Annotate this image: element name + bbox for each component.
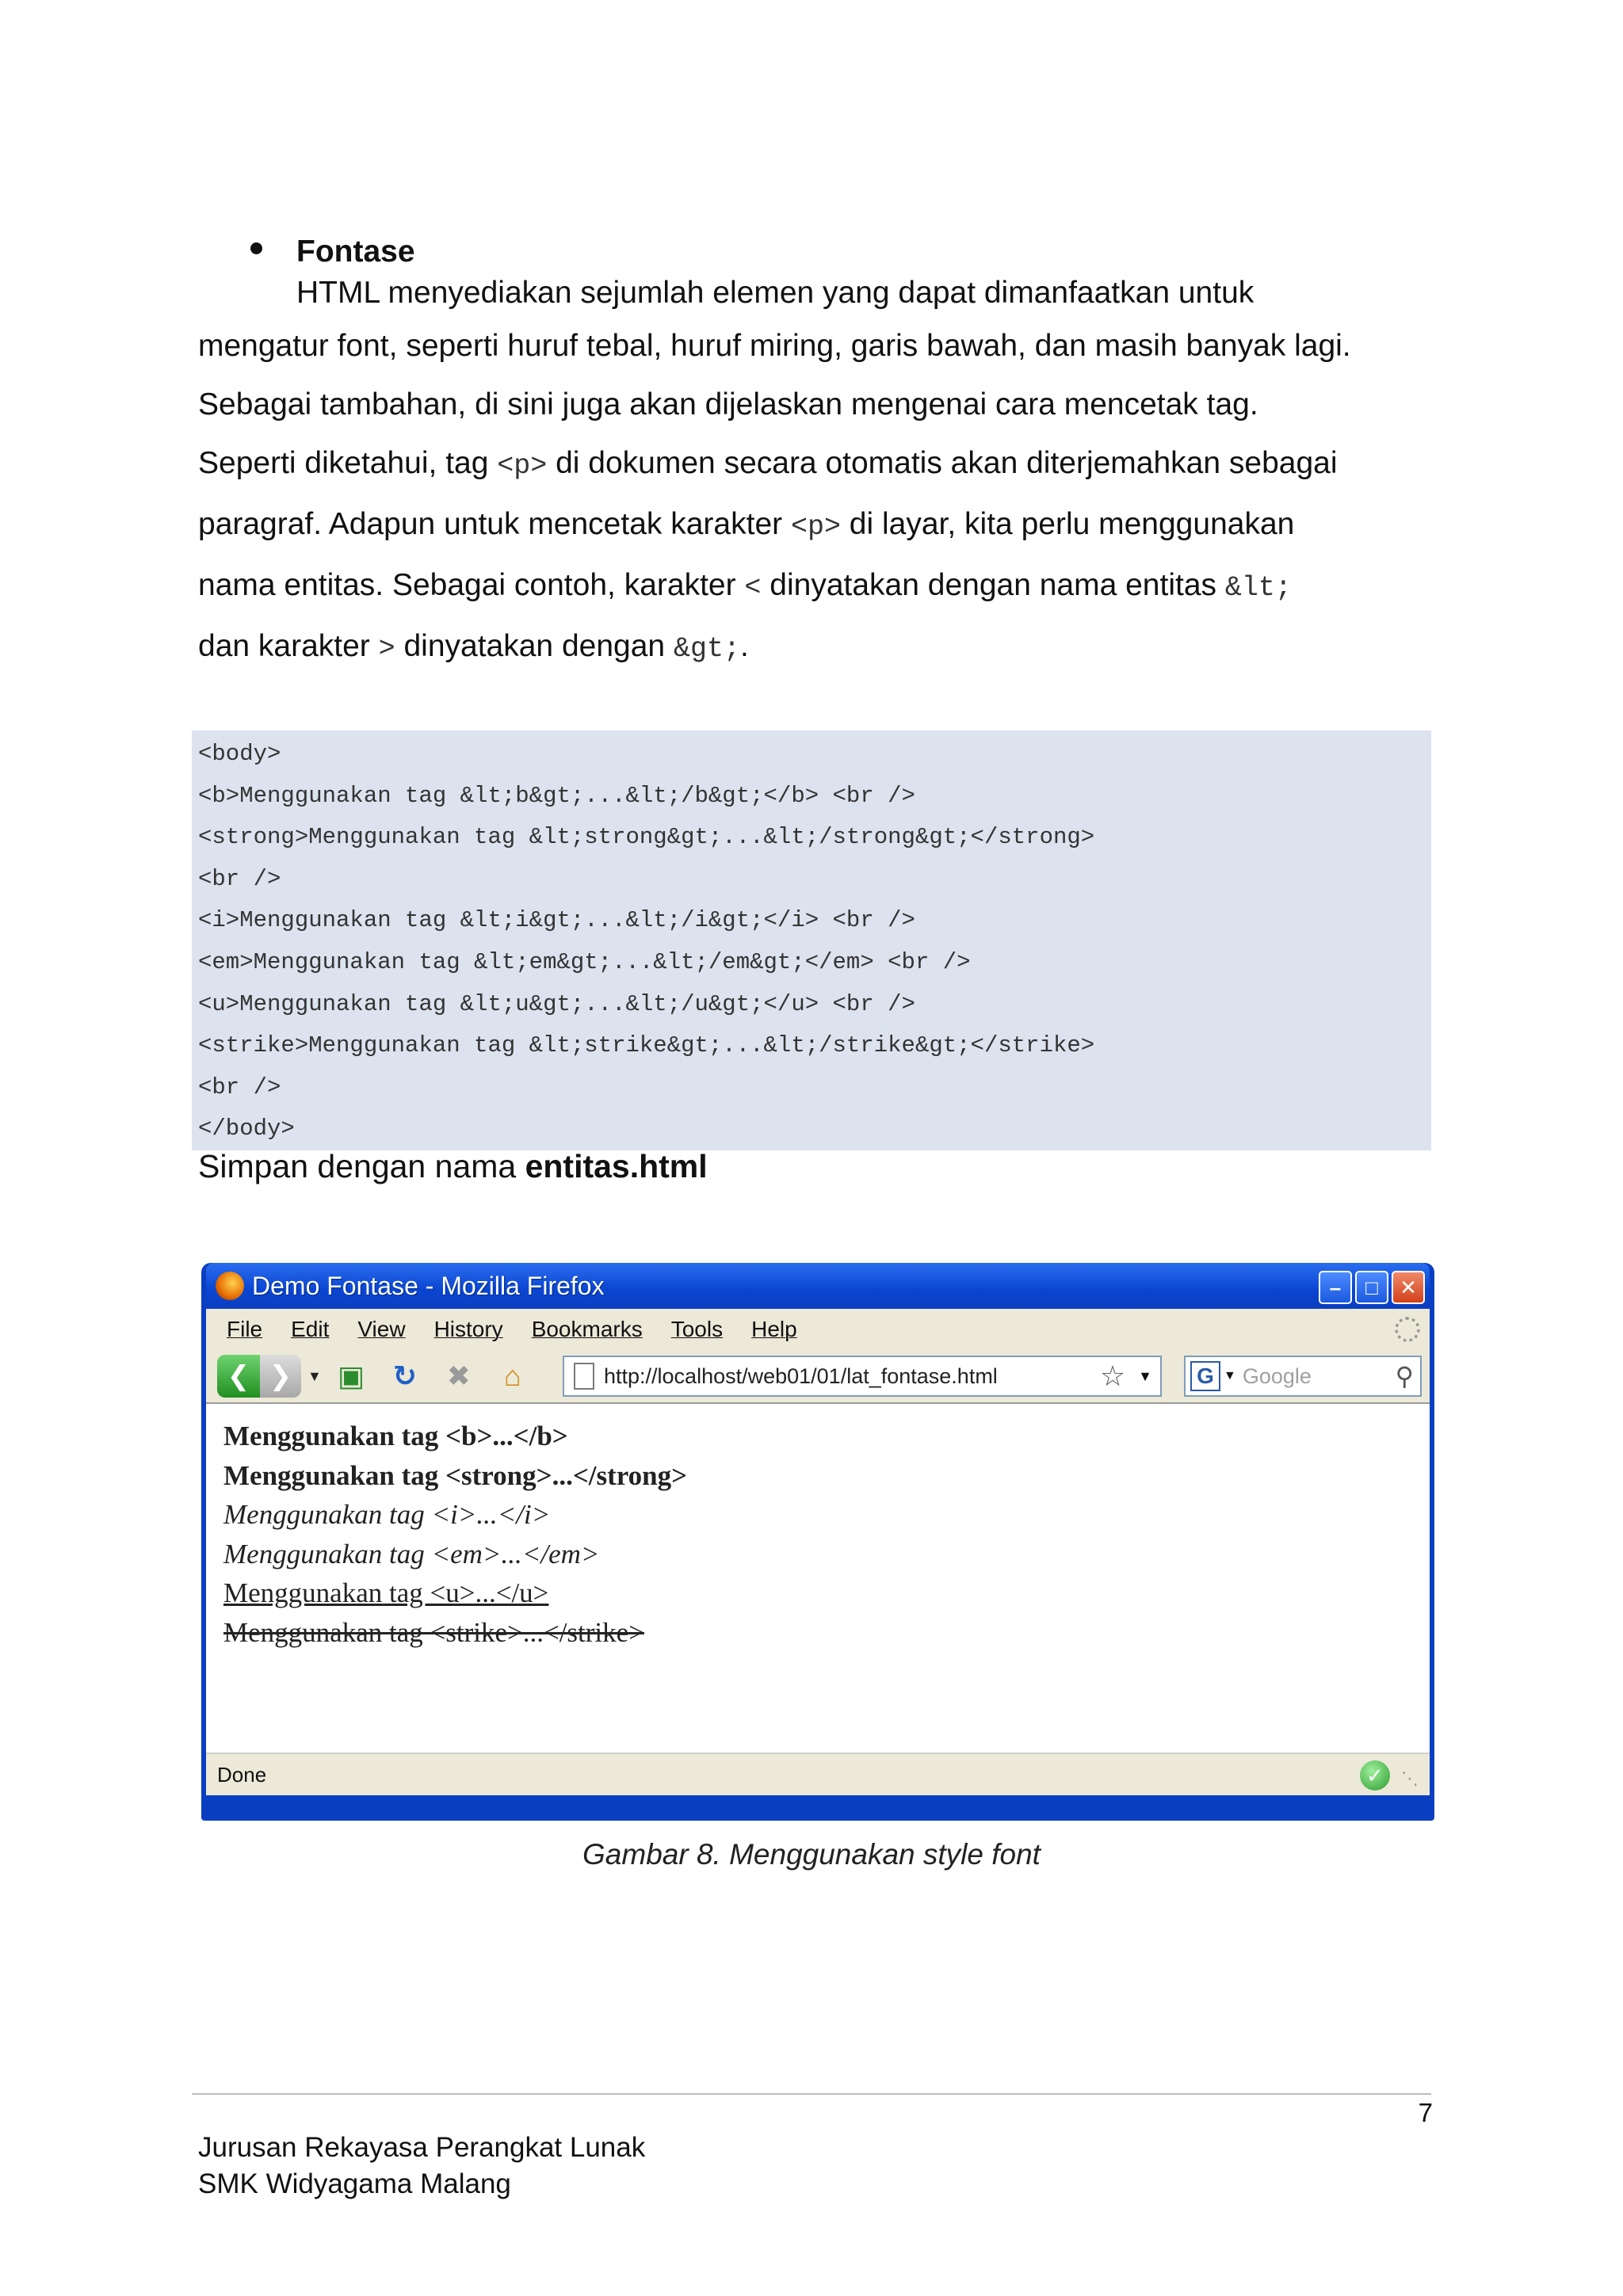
paragraph-line-7a: dan karakter [198, 629, 379, 663]
paragraph-line-4b: di dokumen secara otomatis akan diterjemahkan sebagai [547, 446, 1338, 480]
footer-department: Jurusan Rekayasa Perangkat Lunak [198, 2132, 646, 2163]
content-line-bold: Menggunakan tag <b>...</b> [223, 1421, 568, 1451]
star-icon[interactable]: ☆ [1099, 1360, 1126, 1392]
inline-code-p-2: <p> [790, 511, 841, 543]
stop-icon[interactable]: ✖ [446, 1360, 471, 1392]
bullet-icon [250, 242, 262, 254]
menu-history[interactable]: History [433, 1317, 503, 1341]
maximize-button[interactable]: □ [1355, 1271, 1388, 1304]
code-listing [192, 730, 1431, 1150]
paragraph-line-7b: dinyatakan dengan [395, 629, 674, 663]
url-text[interactable]: http://localhost/web01/01/lat_fontase.html [604, 1363, 998, 1388]
window-title: Demo Fontase - Mozilla Firefox [252, 1271, 605, 1300]
menu-view[interactable]: View [357, 1317, 406, 1341]
code-line: <strong>Menggunakan tag &lt;strong&gt;...&lt;/strong&gt;</strong> [198, 824, 1095, 851]
code-line: <u>Menggunakan tag &lt;u&gt;...&lt;/u&gt;</u> <br /> [198, 990, 915, 1017]
menu-bar [206, 1309, 1430, 1350]
paragraph-line-2: mengatur font, seperti huruf tebal, huruf miring, garis bawah, dan masih banyak lagi. [198, 329, 1351, 363]
inline-code-gt-char: > [378, 633, 395, 665]
save-prefix: Simpan dengan nama [198, 1148, 525, 1184]
paragraph-line-7c: . [739, 629, 749, 663]
content-line-strike: Menggunakan tag <strike>...</strike> [223, 1616, 644, 1648]
browser-client [206, 1309, 1430, 1795]
resize-grip-icon[interactable]: ⋱ [1401, 1768, 1419, 1788]
search-bar[interactable] [1184, 1356, 1422, 1397]
menu-tools[interactable]: Tools [670, 1317, 724, 1341]
firefox-logo-icon [216, 1272, 244, 1300]
content-line-strong: Menggunakan tag <strong>...</strong> [223, 1459, 688, 1491]
search-input[interactable]: Google [1242, 1363, 1312, 1388]
save-filename: entitas.html [525, 1148, 708, 1184]
status-bar [206, 1753, 1430, 1795]
menu-edit[interactable]: Edit [291, 1317, 330, 1341]
url-dropdown-icon[interactable]: ▼ [1138, 1367, 1152, 1384]
search-engine-dropdown-icon[interactable]: ▼ [1224, 1369, 1236, 1383]
status-text: Done [217, 1762, 267, 1787]
content-line-em: Menggunakan tag <em>...</em> [223, 1538, 600, 1569]
inline-code-lt-entity: &lt; [1224, 572, 1292, 604]
back-button[interactable]: ❮ [217, 1355, 260, 1398]
section-heading: Fontase [296, 235, 415, 269]
url-bar[interactable] [563, 1356, 1162, 1397]
forward-button[interactable]: ❯ [260, 1355, 301, 1398]
code-line: <br /> [198, 1074, 281, 1100]
page-number: 7 [1418, 2098, 1433, 2127]
page-content [206, 1402, 1430, 1753]
code-line: <em>Menggunakan tag &lt;em&gt;...&lt;/em&gt;</em> <br /> [198, 948, 971, 975]
inline-code-lt-char: < [744, 572, 762, 604]
paragraph-line-3: Sebagai tambahan, di sini juga akan dijelaskan mengenai cara mencetak tag. [198, 387, 1258, 421]
window-titlebar [206, 1263, 1430, 1309]
figure-caption: Gambar 8. Menggunakan style font [582, 1838, 1041, 1871]
paragraph-line-5a: paragraf. Adapun untuk mencetak karakter [198, 507, 791, 541]
menu-help[interactable]: Help [751, 1317, 797, 1341]
fontase-section [198, 231, 1434, 678]
add-bookmark-icon[interactable]: ▣ [337, 1360, 365, 1392]
intro-paragraph [198, 273, 1434, 678]
paragraph-line-4a: Seperti diketahui, tag [198, 446, 498, 480]
page-footer [198, 2130, 645, 2203]
save-instruction [198, 1146, 708, 1187]
navigation-toolbar [206, 1350, 1430, 1402]
menu-bookmarks[interactable]: Bookmarks [531, 1317, 643, 1341]
close-button[interactable]: ✕ [1392, 1271, 1425, 1304]
reload-icon[interactable]: ↻ [392, 1360, 417, 1392]
checkmark-icon: ✓ [1360, 1760, 1390, 1791]
firefox-window [201, 1263, 1434, 1821]
inline-code-gt-entity: &gt; [673, 633, 740, 665]
code-line: </body> [198, 1116, 295, 1142]
content-line-italic: Menggunakan tag <i>...</i> [223, 1499, 551, 1530]
paragraph-line-6a: nama entitas. Sebagai contoh, karakter [198, 568, 745, 602]
paragraph-line-6b: dinyatakan dengan nama entitas [761, 568, 1225, 602]
home-icon[interactable]: ⌂ [503, 1360, 521, 1392]
footer-divider [192, 2093, 1431, 2095]
code-line: <br /> [198, 865, 281, 892]
code-line: <i>Menggunakan tag &lt;i&gt;...&lt;/i&gt;</i> <br /> [198, 907, 915, 934]
page-icon [574, 1363, 594, 1390]
menu-file[interactable]: File [227, 1317, 263, 1341]
paragraph-line-1: HTML menyediakan sejumlah elemen yang dapat dimanfaatkan untuk [296, 276, 1254, 310]
minimize-button[interactable]: – [1319, 1271, 1352, 1304]
window-controls [1319, 1271, 1425, 1304]
code-line: <b>Menggunakan tag &lt;b&gt;...&lt;/b&gt;</b> <br /> [198, 782, 915, 809]
code-line: <strike>Menggunakan tag &lt;strike&gt;...&lt;/strike&gt;</strike> [198, 1032, 1095, 1059]
footer-school: SMK Widyagama Malang [198, 2168, 511, 2199]
search-icon[interactable]: ⚲ [1395, 1362, 1414, 1390]
bullet-heading [198, 231, 1434, 273]
content-line-underline: Menggunakan tag <u>...</u> [223, 1577, 549, 1608]
throbber-icon [1395, 1317, 1420, 1342]
paragraph-line-5b: di layar, kita perlu menggunakan [840, 507, 1295, 541]
history-dropdown-icon[interactable]: ▼ [307, 1367, 322, 1384]
code-line: <body> [198, 741, 281, 767]
google-engine-icon[interactable]: G [1190, 1361, 1220, 1391]
inline-code-p: <p> [497, 450, 548, 482]
